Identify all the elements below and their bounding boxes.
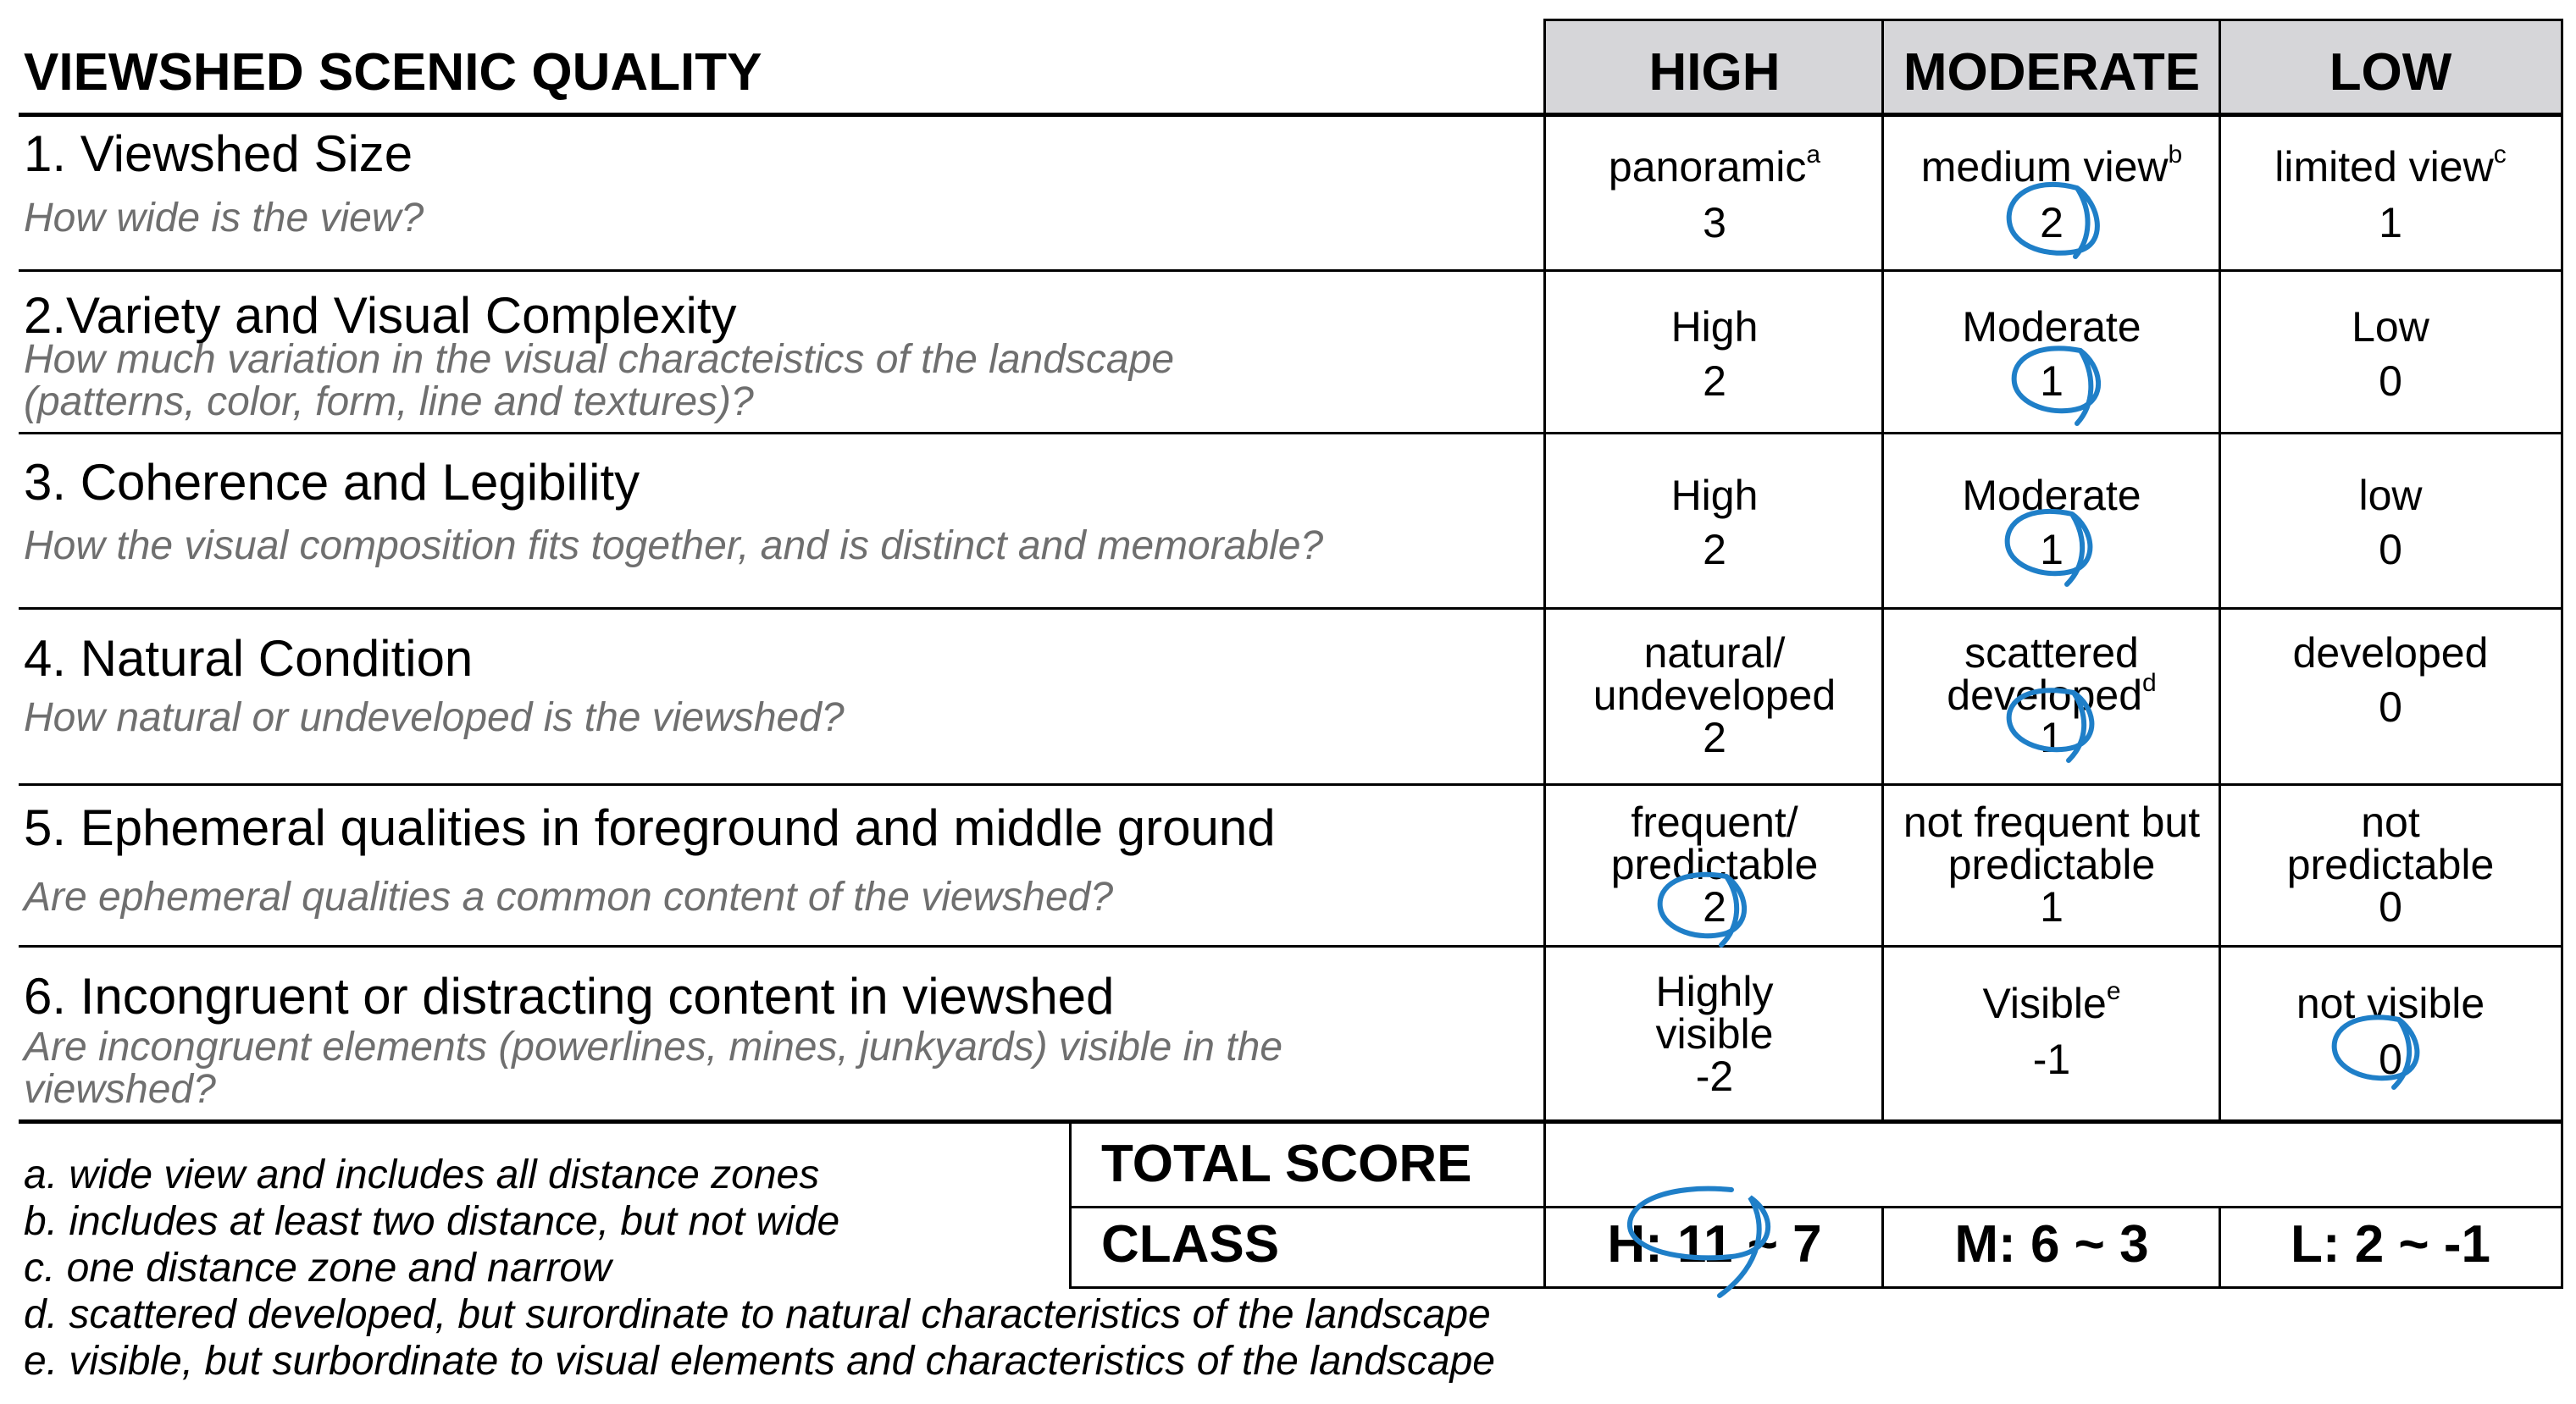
- class-low-range: L: 2 ~ -1: [2290, 1215, 2490, 1274]
- class-high-range: H: 11 ~ 7: [1607, 1215, 1822, 1274]
- question-description: How the visual composition fits together, and is distinct and memorable?: [24, 523, 1324, 568]
- footnote-c: c. one distance zone and narrow: [24, 1246, 612, 1291]
- option-score: 1: [2379, 199, 2402, 246]
- body-bottom-border: [19, 1119, 2563, 1124]
- question-variety: 2.Variety and Visual Complexity: [24, 287, 737, 344]
- option-low: [2221, 629, 2560, 731]
- option-label: Moderate: [1962, 472, 2141, 519]
- footnote-e: e. visible, but surbordinate to visual elements and characteristics of the landscape: [24, 1339, 1495, 1384]
- option-label: Highly visible: [1655, 968, 1774, 1058]
- option-label: low: [2358, 472, 2423, 519]
- row-divider: [19, 432, 2563, 434]
- option-label: not frequent but predictable: [1903, 799, 2201, 888]
- footnote-b: b. includes at least two distance, but not wide: [24, 1199, 840, 1244]
- option-score: 0: [2379, 526, 2402, 573]
- column-header-moderate: MODERATE: [1903, 43, 2201, 102]
- question-description: How natural or undeveloped is the viewshed?: [24, 695, 845, 740]
- option-score: 2: [1703, 883, 1726, 931]
- footnote-ref: b: [2168, 141, 2183, 169]
- option-high: [1564, 629, 1865, 761]
- option-low: [2221, 303, 2560, 405]
- option-score: 0: [2379, 357, 2402, 405]
- option-label: Low: [2352, 303, 2429, 351]
- column-header-low: LOW: [2329, 43, 2452, 102]
- table-top-border: [1543, 19, 2563, 21]
- option-score: 1: [2040, 714, 2064, 761]
- option-label: High: [1670, 303, 1759, 351]
- column-divider-high: [1543, 19, 1546, 1289]
- footnote-ref: c: [2493, 141, 2507, 169]
- option-label: medium view: [1920, 143, 2169, 191]
- option-high: [1547, 474, 1882, 571]
- option-moderate: [1884, 474, 2219, 571]
- column-header-high: HIGH: [1648, 43, 1781, 102]
- summary-left-border: [1069, 1119, 1072, 1289]
- question-ephemeral: 5. Ephemeral qualities in foreground and middle ground: [24, 799, 1276, 856]
- option-score: 1: [2040, 357, 2064, 405]
- question-viewshed-size: 1. Viewshed Size: [24, 125, 413, 182]
- question-description: How wide is the view?: [24, 196, 424, 240]
- option-label: Moderate: [1962, 303, 2141, 351]
- option-score: 1: [2040, 526, 2064, 573]
- class-moderate-range: M: 6 ~ 3: [1954, 1215, 2149, 1274]
- option-score: -2: [1695, 1053, 1734, 1100]
- question-description: Are ephemeral qualities a common content of the viewshed?: [24, 875, 1114, 920]
- option-label: natural/ undeveloped: [1593, 629, 1836, 719]
- option-high: [1547, 141, 1882, 246]
- option-moderate: [1901, 629, 2202, 761]
- option-low: [2221, 474, 2560, 571]
- class-row-bottom-border: [1069, 1286, 2563, 1289]
- option-low: [2221, 141, 2560, 246]
- footnote-ref: d: [2142, 669, 2157, 697]
- option-low: [2221, 982, 2560, 1081]
- row-divider: [19, 783, 2563, 786]
- option-label: scattered developed: [1947, 629, 2143, 719]
- option-label: limited view: [2274, 143, 2494, 191]
- option-moderate: [1884, 141, 2219, 246]
- option-high: [1547, 303, 1882, 405]
- option-label: High: [1670, 472, 1759, 519]
- question-description: Are incongruent elements (powerlines, mines, junkyards) visible in the viewshed?: [24, 1025, 1283, 1112]
- option-high: [1572, 799, 1857, 931]
- option-score: 0: [2379, 683, 2402, 731]
- option-high: [1623, 968, 1806, 1100]
- option-score: 2: [1703, 526, 1726, 573]
- total-score-label: TOTAL SCORE: [1101, 1135, 1472, 1193]
- option-label: developed: [2292, 629, 2489, 677]
- question-description: How much variation in the visual characteistics of the landscape (patterns, color, form, line and textures)?: [24, 337, 1175, 424]
- option-label: not visible: [2296, 980, 2485, 1027]
- question-natural-condition: 4. Natural Condition: [24, 630, 474, 687]
- question-incongruent: 6. Incongruent or distracting content in viewshed: [24, 968, 1115, 1025]
- option-score: 3: [1703, 199, 1726, 246]
- option-label: frequent/ predictable: [1610, 799, 1819, 888]
- option-score: -1: [2032, 1036, 2071, 1083]
- class-label: CLASS: [1101, 1215, 1280, 1274]
- option-label: not predictable: [2286, 799, 2495, 888]
- option-low: [2258, 799, 2523, 931]
- row-divider: [19, 945, 2563, 948]
- option-score: 2: [1703, 714, 1726, 761]
- footnote-d: d. scattered developed, but surordinate to natural characteristics of the landscape: [24, 1292, 1491, 1337]
- question-coherence: 3. Coherence and Legibility: [24, 454, 640, 511]
- option-moderate: [1884, 977, 2219, 1083]
- footnote-ref: a: [1806, 141, 1821, 169]
- header-bottom-border: [19, 113, 2563, 117]
- table-right-border: [2561, 19, 2563, 1289]
- option-score: 2: [1703, 357, 1726, 405]
- option-label: panoramic: [1608, 143, 1807, 191]
- footnote-ref: e: [2106, 977, 2121, 1005]
- footnote-a: a. wide view and includes all distance zones: [24, 1152, 820, 1197]
- option-moderate: [1884, 799, 2219, 931]
- option-score: 1: [2040, 883, 2064, 931]
- table-title: VIEWSHED SCENIC QUALITY: [24, 43, 762, 102]
- total-row-divider: [1069, 1206, 2563, 1208]
- option-moderate: [1884, 303, 2219, 405]
- option-score: 2: [2040, 199, 2064, 246]
- option-label: Visible: [1982, 980, 2107, 1027]
- option-score: 0: [2379, 883, 2402, 931]
- option-score: 0: [2379, 1036, 2402, 1083]
- row-divider: [19, 269, 2563, 272]
- row-divider: [19, 607, 2563, 610]
